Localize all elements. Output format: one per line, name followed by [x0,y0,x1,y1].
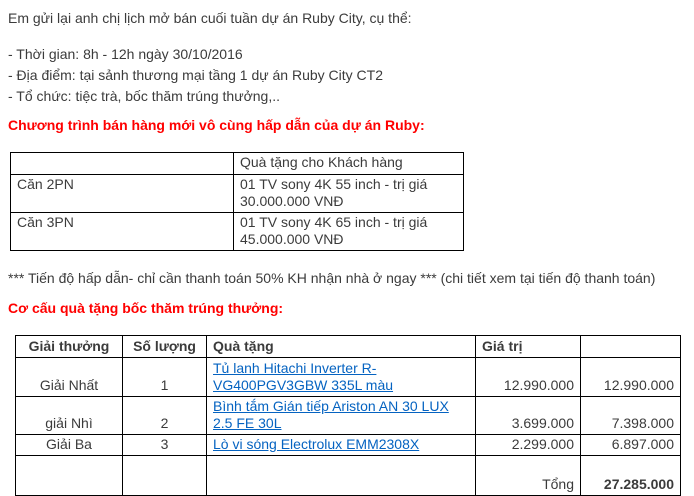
unit-price-cell: 12.990.000 [476,358,581,397]
grand-total-cell: 27.285.000 [581,456,681,496]
table-total-row [16,456,681,496]
unit-price-cell: 2.299.000 [476,435,581,456]
list-item-time: - Thời gian: 8h - 12h ngày 30/10/2016 [8,46,243,62]
prize-name-cell: giải Nhì [16,397,123,435]
gift-text-line: 01 TV sony 4K 65 inch - trị giá [240,214,428,230]
gift-column-header: Quà tặng cho Khách hàng [234,153,464,175]
unit-type-cell: Căn 3PN [11,213,234,251]
empty-header-cell [11,153,234,175]
gift-product-link[interactable]: Bình tắm Gián tiếp Ariston AN 30 LUX 2.5 FE 30L [213,398,449,431]
total-column-header [581,336,681,358]
gift-text-line: 01 TV sony 4K 55 inch - trị giá [240,176,428,192]
line-total-cell: 6.897.000 [581,435,681,456]
line-total-cell: 7.398.000 [581,397,681,435]
table-row [11,175,464,213]
gift-product-link[interactable]: Tủ lanh Hitachi Inverter R-VG400PGV3GBW 335L màu [213,360,394,393]
quantity-cell: 1 [123,358,207,397]
table-row [16,397,681,435]
table-row [16,435,681,456]
table-row [11,213,464,251]
customer-gift-table [10,152,464,251]
list-item-activities: - Tổ chức: tiệc trà, bốc thăm trúng thưởng,.. [8,88,281,104]
unit-type-cell: Căn 2PN [11,175,234,213]
quantity-cell: 3 [123,435,207,456]
prize-column-header: Giải thưởng [16,336,123,358]
table-row [16,358,681,397]
payment-progress-note: *** Tiến độ hấp dẫn- chỉ cần thanh toán 50% KH nhận nhà ở ngay *** (chi tiết xem tại tiến độ thanh toán) [8,270,656,286]
empty-cell [207,456,476,496]
section-heading-sales-program: Chương trình bán hàng mới vô cùng hấp dẫn của dự án Ruby: [8,117,425,133]
quantity-column-header: Số lượng [123,336,207,358]
prize-name-cell: Giải Nhất [16,358,123,397]
empty-cell [123,456,207,496]
gift-value-line: 45.000.000 VNĐ [240,231,344,247]
gift-description-cell [234,175,464,213]
line-total-cell: 12.990.000 [581,358,681,397]
section-heading-lucky-draw: Cơ cấu quà tặng bốc thăm trúng thưởng: [8,300,284,316]
prize-name-cell: Giải Ba [16,435,123,456]
prize-structure-table [15,335,681,496]
value-column-header: Giá trị [476,336,581,358]
quantity-cell: 2 [123,397,207,435]
gift-link-cell [207,358,476,397]
gift-column-header: Quà tặng [207,336,476,358]
gift-value-line: 30.000.000 VNĐ [240,193,344,209]
table-header-row [16,336,681,358]
empty-cell [16,456,123,496]
gift-product-link[interactable]: Lò vi sóng Electrolux EMM2308X [213,436,420,452]
total-label-cell: Tổng [476,456,581,496]
gift-link-cell [207,435,476,456]
intro-paragraph: Em gửi lại anh chị lịch mở bán cuối tuần dự án Ruby City, cụ thể: [8,10,412,26]
gift-description-cell [234,213,464,251]
event-details-list [8,44,688,107]
unit-price-cell: 3.699.000 [476,397,581,435]
table-row [11,153,464,175]
list-item-location: - Địa điểm: tại sảnh thương mại tầng 1 dự án Ruby City CT2 [8,67,383,83]
gift-link-cell [207,397,476,435]
